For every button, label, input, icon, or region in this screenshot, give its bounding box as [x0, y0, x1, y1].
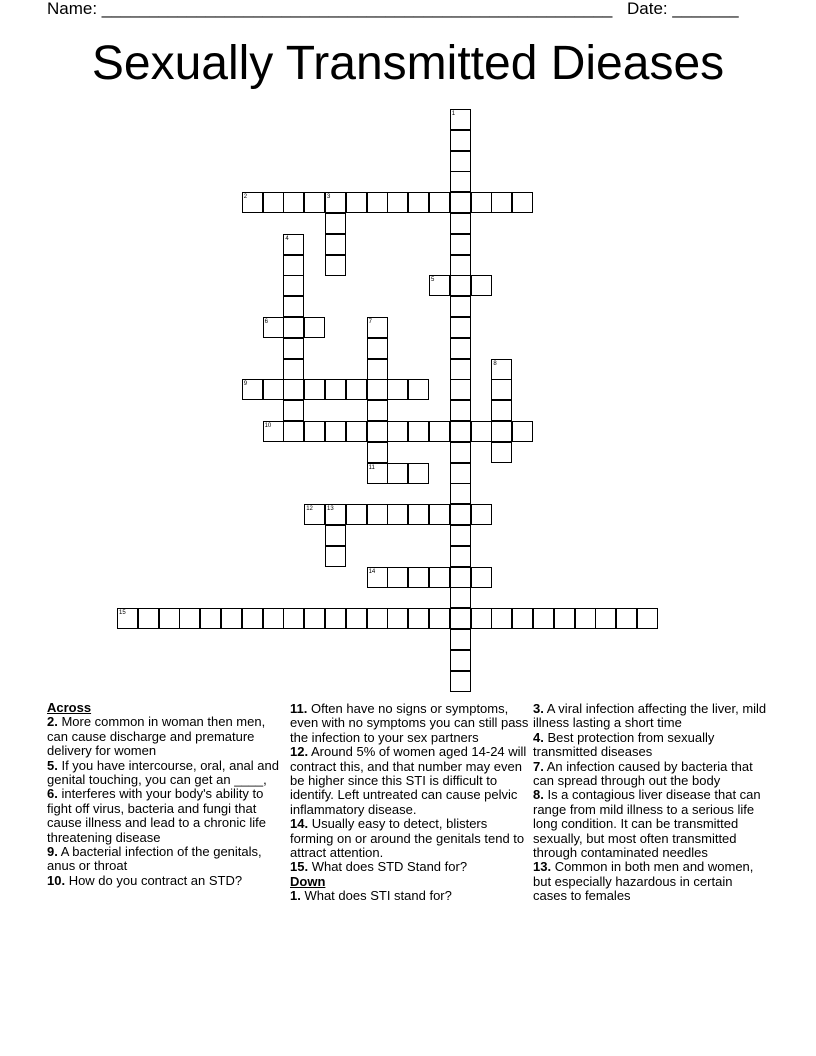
grid-cell[interactable]: [429, 421, 450, 442]
clue-across-15: 15. What does STD Stand for?: [290, 859, 468, 875]
grid-cell[interactable]: [367, 338, 388, 359]
grid-number: 7: [368, 319, 372, 325]
grid-cell[interactable]: [491, 192, 512, 213]
grid-cell[interactable]: [450, 587, 471, 608]
grid-cell[interactable]: [450, 546, 471, 567]
grid-number: 13: [327, 506, 334, 513]
grid-cell[interactable]: [471, 608, 492, 629]
grid-cell[interactable]: [283, 192, 304, 213]
grid-cell[interactable]: [429, 567, 450, 588]
grid-cell[interactable]: [367, 504, 388, 525]
grid-number: 11: [368, 464, 375, 471]
page-title: Sexually Transmitted Dieases: [91, 37, 725, 90]
grid-number: 1: [451, 111, 456, 117]
grid-number: 2: [243, 194, 248, 201]
clue-down-4: 4. Best protection from sexually transmitted diseases: [533, 729, 715, 760]
grid-cell[interactable]: [450, 629, 471, 650]
grid-cell[interactable]: [450, 130, 471, 151]
grid-cell[interactable]: [450, 359, 471, 380]
clue-across-14: 14. Usually easy to detect, blisters forming on or around the genitals tend to attract attention.: [290, 816, 525, 861]
clue-column-1: [47, 701, 287, 888]
grid-cell[interactable]: [283, 608, 304, 629]
grid-cell[interactable]: [554, 608, 575, 629]
grid-cell[interactable]: [179, 608, 200, 629]
grid-cell[interactable]: [387, 421, 408, 442]
grid-cell[interactable]: [325, 255, 346, 276]
grid-cell[interactable]: [263, 192, 284, 213]
grid-cell[interactable]: [429, 192, 450, 213]
grid-cell[interactable]: [491, 400, 512, 421]
grid-cell[interactable]: [450, 525, 471, 546]
grid-cell[interactable]: [387, 192, 408, 213]
clue-down-8: 8. Is a contagious liver disease that can range from mild illness to a serious life long condition. It can be transmitted sexually, but most often transmitted through contaminated needles: [533, 787, 761, 861]
grid-cell[interactable]: [387, 504, 408, 525]
grid-cell[interactable]: [450, 171, 471, 192]
grid-cell[interactable]: [283, 359, 304, 380]
clue-across-9: 9. A bacterial infection of the genitals, anus or throat: [47, 844, 262, 874]
grid-cell[interactable]: [200, 608, 221, 629]
grid-cell[interactable]: [263, 608, 284, 629]
grid-cell[interactable]: [346, 192, 367, 213]
grid-cell[interactable]: [512, 192, 533, 213]
grid-cell[interactable]: [367, 421, 388, 442]
grid-cell[interactable]: [471, 275, 492, 296]
grid-cell[interactable]: [138, 608, 159, 629]
grid-cell[interactable]: [450, 463, 471, 484]
clue-across-10: 10. How do you contract an STD?: [47, 872, 243, 888]
grid-cell[interactable]: [283, 421, 304, 442]
grid-cell[interactable]: [450, 442, 471, 463]
grid-cell[interactable]: [450, 275, 471, 296]
grid-cell[interactable]: [450, 317, 471, 338]
grid-number: 5: [431, 277, 435, 284]
grid-cell[interactable]: [450, 483, 471, 504]
grid-cell[interactable]: [512, 608, 533, 629]
grid-cell[interactable]: [304, 317, 325, 338]
grid-cell[interactable]: [408, 421, 429, 442]
grid-cell[interactable]: [367, 379, 388, 400]
grid-number: 3: [327, 194, 331, 201]
grid-cell[interactable]: [450, 421, 471, 442]
grid-cell[interactable]: [408, 567, 429, 588]
grid-cell[interactable]: [367, 400, 388, 421]
grid-cell[interactable]: [283, 379, 304, 400]
grid-cell[interactable]: [450, 567, 471, 588]
grid-cell[interactable]: [221, 608, 242, 629]
grid-cell[interactable]: [450, 213, 471, 234]
grid-cell[interactable]: [367, 608, 388, 629]
grid-cell[interactable]: [325, 546, 346, 567]
grid-cell[interactable]: [283, 400, 304, 421]
grid-cell[interactable]: [304, 192, 325, 213]
grid-cell[interactable]: [283, 275, 304, 296]
grid-cell[interactable]: [471, 421, 492, 442]
grid-cell[interactable]: [283, 255, 304, 276]
grid-cell[interactable]: [325, 608, 346, 629]
grid-cell[interactable]: [346, 379, 367, 400]
clue-across-5: 5. If you have intercourse, oral, anal and genital touching, you can get an ____,: [47, 757, 279, 788]
grid-number: 8: [493, 360, 497, 367]
grid-cell[interactable]: [325, 379, 346, 400]
grid-cell[interactable]: [471, 567, 492, 588]
grid-number: 9: [243, 381, 248, 388]
grid-cell[interactable]: [283, 296, 304, 317]
grid-cell[interactable]: [450, 650, 471, 671]
grid-cell[interactable]: [304, 608, 325, 629]
grid-cell[interactable]: [491, 442, 512, 463]
grid-cell[interactable]: [408, 379, 429, 400]
clue-column-2: [290, 702, 530, 904]
grid-cell[interactable]: [450, 608, 471, 629]
grid-cell[interactable]: [429, 504, 450, 525]
down-heading: Down: [290, 873, 326, 889]
clue-down-7: 7. An infection caused by bacteria that can spread through out the body: [533, 758, 753, 789]
grid-cell[interactable]: [387, 463, 408, 484]
grid-cell[interactable]: [159, 608, 180, 629]
grid-number: 4: [285, 235, 289, 242]
grid-cell[interactable]: [575, 608, 596, 629]
grid-number: 12: [306, 506, 313, 513]
grid-cell[interactable]: [387, 608, 408, 629]
grid-cell[interactable]: [408, 608, 429, 629]
clue-across-11: 11. Often have no signs or symptoms, even with no symptoms you can still pass the infection to your sex partners: [290, 701, 529, 745]
clue-across-2: 2. More common in woman then men, can cause discharge and premature delivery for women: [47, 714, 266, 759]
grid-cell[interactable]: [283, 338, 304, 359]
grid-cell[interactable]: [367, 192, 388, 213]
grid-cell[interactable]: [283, 317, 304, 338]
grid-cell[interactable]: [304, 421, 325, 442]
date-field-label: Date: _______: [627, 0, 739, 18]
grid-cell[interactable]: [450, 504, 471, 525]
grid-cell[interactable]: [471, 504, 492, 525]
grid-cell[interactable]: [304, 379, 325, 400]
grid-cell[interactable]: [595, 608, 616, 629]
grid-cell[interactable]: [346, 608, 367, 629]
grid-cell[interactable]: [367, 442, 388, 463]
grid-cell[interactable]: [637, 608, 658, 629]
clue-down-13: 13. Common in both men and women, but especially hazardous in certain cases to females: [533, 859, 754, 904]
grid-cell[interactable]: [429, 608, 450, 629]
grid-cell[interactable]: [450, 400, 471, 421]
across-heading: Across: [47, 700, 92, 715]
clue-down-3: 3. A viral infection affecting the liver, mild illness lasting a short time: [533, 701, 767, 731]
grid-cell[interactable]: [533, 608, 554, 629]
grid-cell[interactable]: [387, 567, 408, 588]
name-field-label: Name: ______________________________________________________: [47, 0, 613, 18]
grid-cell[interactable]: [450, 296, 471, 317]
grid-cell[interactable]: [346, 421, 367, 442]
grid-cell[interactable]: [367, 359, 388, 380]
clue-across-12: 12. Around 5% of women aged 14-24 will contract this, and that number may even be higher since this STI is difficult to identify. Left untreated can cause pelvic inflammatory disease.: [290, 744, 527, 817]
grid-number: 10: [264, 423, 272, 429]
clue-column-3: [533, 702, 769, 904]
grid-cell[interactable]: [408, 504, 429, 525]
grid-cell[interactable]: [325, 525, 346, 546]
clue-across-6: 6. interferes with your body's ability to fight off virus, bacteria and fungi that cause illness and lead to a chronic life threatening disease: [47, 786, 266, 845]
grid-cell[interactable]: [450, 338, 471, 359]
grid-cell[interactable]: [346, 504, 367, 525]
grid-number: 15: [119, 610, 126, 617]
grid-cell[interactable]: [387, 379, 408, 400]
grid-cell[interactable]: [450, 151, 471, 172]
grid-cell[interactable]: [450, 671, 471, 692]
grid-cell[interactable]: [450, 234, 471, 255]
grid-cell[interactable]: [491, 608, 512, 629]
grid-number: 6: [264, 319, 268, 325]
grid-cell[interactable]: [616, 608, 637, 629]
grid-cell[interactable]: [408, 192, 429, 213]
grid-cell[interactable]: [263, 379, 284, 400]
grid-cell[interactable]: [450, 255, 471, 276]
grid-cell[interactable]: [325, 234, 346, 255]
grid-cell[interactable]: [450, 192, 471, 213]
grid-cell[interactable]: [512, 421, 533, 442]
grid-cell[interactable]: [325, 213, 346, 234]
grid-cell[interactable]: [408, 463, 429, 484]
grid-cell[interactable]: [491, 379, 512, 400]
grid-cell[interactable]: [491, 421, 512, 442]
grid-cell[interactable]: [325, 421, 346, 442]
grid-cell[interactable]: [471, 192, 492, 213]
grid-number: 14: [368, 568, 376, 575]
clue-down-1: 1. What does STI stand for?: [290, 888, 452, 904]
grid-cell[interactable]: [242, 608, 263, 629]
grid-cell[interactable]: [450, 379, 471, 400]
